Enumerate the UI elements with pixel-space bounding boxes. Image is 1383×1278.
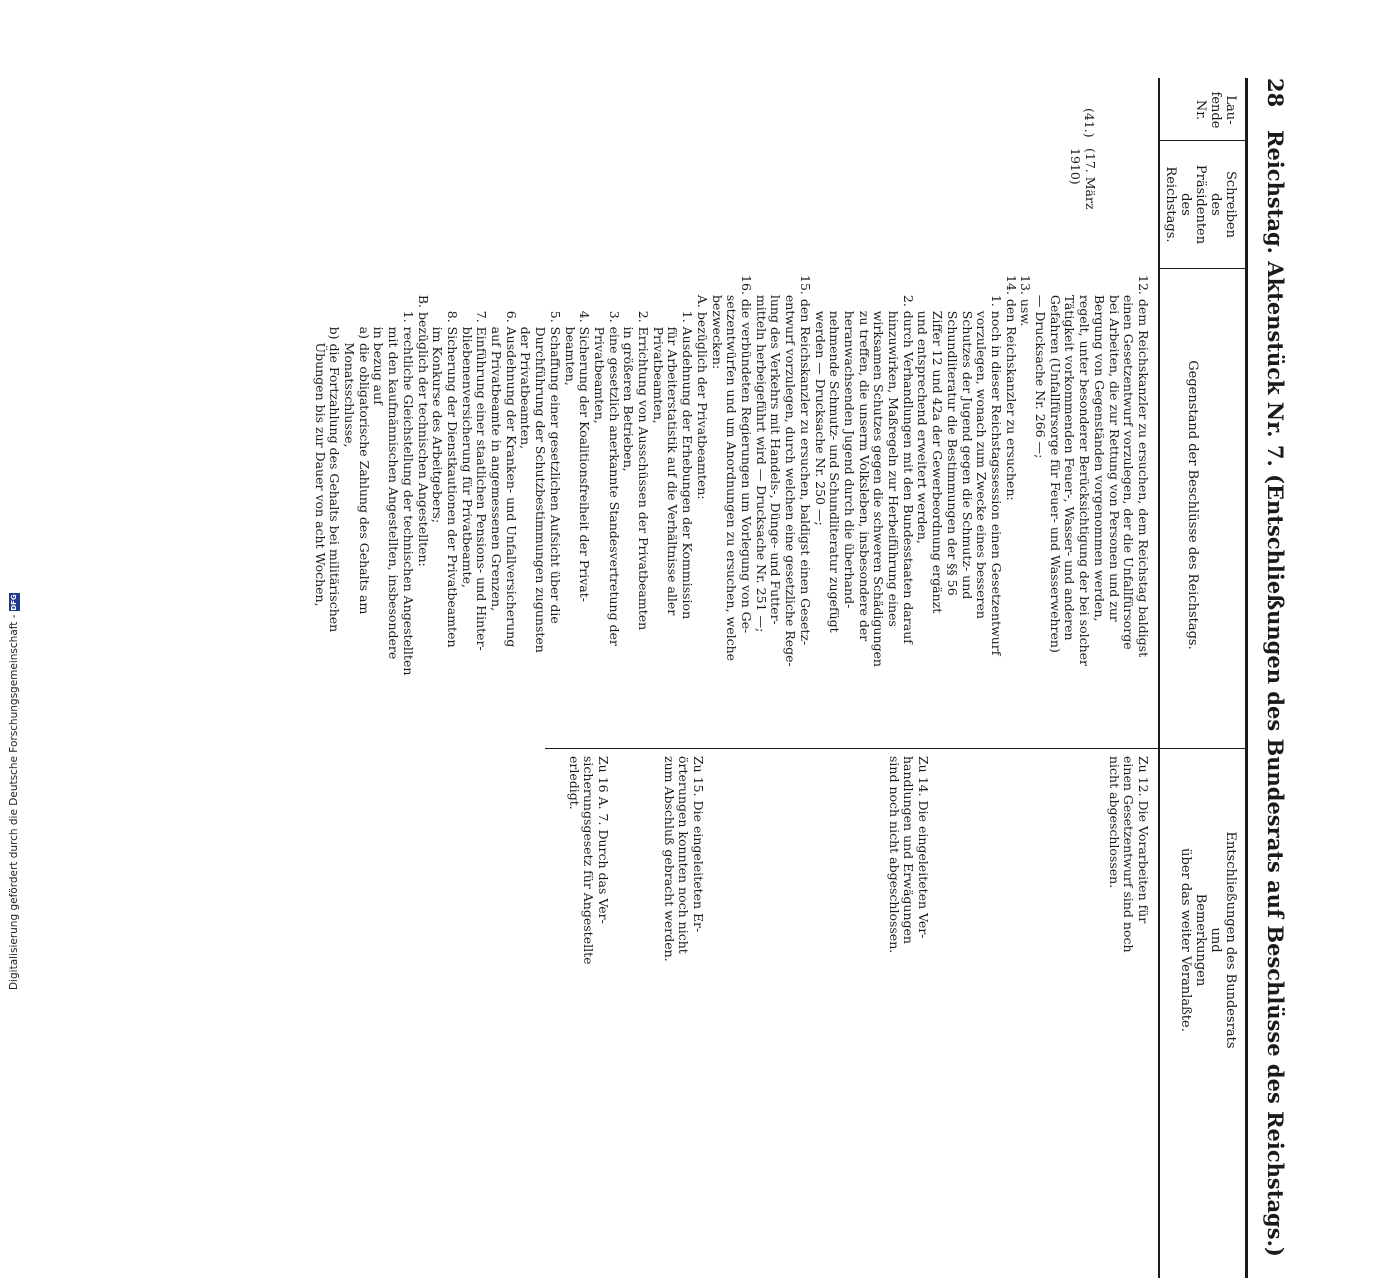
document-page [80,70,1300,1257]
resolutions-body-text: 12. dem Reichskanzler zu ersuchen, dem Reichstag baldigst einen Gesetzentwurf vorzulegen, der die Unfallfürsorge bei Arbeiten, die zur Rettung von Personen und zur Bergung von Gegenständen vorgenommen werden, regelt, unter besonderer Berücksichtigung der bei solcher Tätigkeit vorkommenden Feuer-, Wasser- und anderen Gefahren (Unfallfürsorge für Feuer- und Wasserwehren) — Drucksache Nr. 266 —; 13. usw. 14. den Reichskanzler zu ersuchen: 1. noch in dieser Reichstagssession einen Gesetzentwurf vorzulegen, wonach zum Zwecke eines besseren Schutzes der Jugend gegen die Schmutz- und Schundliteratur die Bestimmungen der §§ 56 Ziffer 12 und 42a der Gewerbeordnung ergänzt und entsprechend erweitert werden, 2. durch Verhandlungen mit den Bundesstaaten darauf hinzuwirken, Maßregeln zur Herbeiführung eines wirksamen Schutzes gegen die schweren Schädigungen zu treffen, die unserm Volksleben, insbesondere der heranwachsenden Jugend durch die überhand- nehmende Schmutz- und Schundliteratur zugefügt werden — Drucksache Nr. 250 —; 15. den Reichskanzler zu ersuchen, baldigst einen Gesetz- entwurf vorzulegen, durch welchen eine gesetzliche Rege- lung des Verkehrs mit Handels-, Dünge- und Futter- mitteln herbeigeführt wird — Drucksache Nr. 251 —; 16. die verbündeten Regierungen um Vorlegung von Ge- setzentwürfen und um Anordnungen zu ersuchen, welche bezwecken: A. bezüglich der Privatbeamten: 1. Ausdehnung der Erhebungen der Kommission für Arbeiterstatistik auf die Verhältnisse aller Privatbeamten, 2. Errichtung von Ausschüssen der Privatbeamten in größeren Betrieben, 3. eine gesetzlich anerkannte Standesvertretung der Privatbeamten, 4. Sicherung der Koalitionsfreiheit der Privat- beamten, 5. Schaffung einer gesetzlichen Aufsicht über die Durchführung der Schutzbestimmungen zugunsten der Privatbeamten, 6. Ausdehnung der Kranken- und Unfallversicherung auf Privatbeamte in angemessenen Grenzen, 7. Einführung einer staatlichen Pensions- und Hinter- bliebenenversicherung für Privatbeamte, 8. Sicherung der Dienstkautionen der Privatbeamten im Konkurse des Arbeitgebers; B. bezüglich der technischen Angestellten: 1. rechtliche Gleichstellung der technischen Angestellten mit den kaufmännischen Angestellten, insbesondere in bezug auf a) die obligatorische Zahlung des Gehalts am Monatsschlusse, b) die Fortzahlung des Gehalts bei militärischen Übungen bis zur Dauer von acht Wochen, [312,275,1151,676]
column-header-number: Lau- fende Nr. [1193,91,1238,129]
table-head-rule [1158,78,1160,1278]
column-divider-1 [1160,140,1245,141]
column-header-resolutions: Entschließungen des Bundesrats und Bemerkungen über das weiter Veranlaßte. [1178,831,1238,1049]
note-zu-14: Zu 14. Die eingeleiteten Ver- handlungen und Erwägungen sind noch nicht abgeschlossen. [886,756,931,954]
page-header-title: Reichstag. Aktenstück Nr. 7. (Entschließungen des Bundesrats auf Beschlüsse des Reichstags.) [1263,130,1288,1257]
column-header-letter: Schreiben des Präsidenten des Reichstags. [1163,164,1238,245]
column-divider-2 [1160,268,1245,269]
note-zu-15: Zu 15. Die eingeleiteten Er- örterungen konnten noch nicht zum Abschluß gebracht werden. [661,756,706,962]
note-zu-16a7: Zu 16 A. 7. Durch das Ver- sicherungsgesetz für Angestellte erledigt. [566,756,611,965]
row-number: (41.) [1082,108,1097,138]
column-divider-3 [545,748,1245,749]
note-zu-12: Zu 12. Die Vorarbeiten für einen Gesetzentwurf sind noch nicht abgeschlossen. [1106,756,1151,953]
dfg-logo-icon: DFG [9,594,18,611]
header-rule [1245,78,1248,1278]
row-date: (17. März 1910) [1068,148,1098,210]
column-header-subject: Gegenstand der Beschlüsse des Reichstags. [1185,360,1200,650]
page-number: 28 [1263,78,1288,108]
watermark-text: Digitalisierung gefördert durch die Deutsche Forschungsgemeinschaft - [8,614,20,990]
digitization-watermark [8,593,20,990]
